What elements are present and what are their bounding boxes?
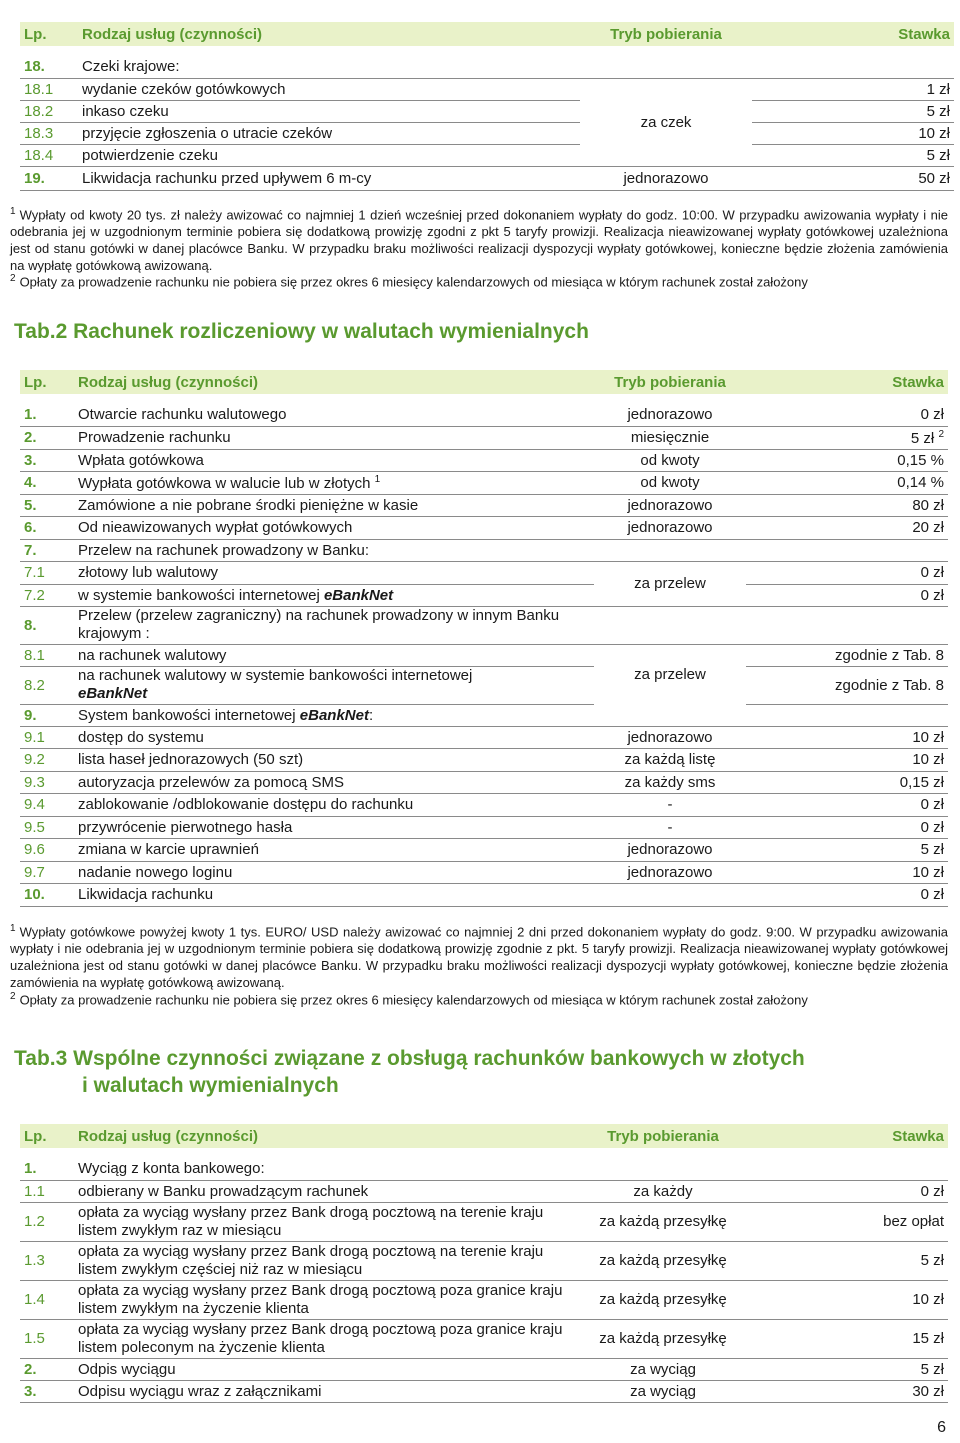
rate-value: 5 zł [910, 429, 935, 447]
row-rate: 0 zł [746, 884, 948, 907]
header-mode: Tryb pobierania [574, 1124, 752, 1148]
row-mode [594, 539, 746, 561]
header-name: Rodzaj usług (czynności) [78, 22, 580, 46]
row-rate: 0 zł [746, 404, 948, 426]
row-rate: 15 zł [752, 1319, 948, 1358]
table-row [20, 1180, 948, 1202]
table-row [20, 166, 954, 190]
row-mode: za każdy [574, 1180, 752, 1202]
table-2 [20, 370, 948, 907]
table-row [20, 794, 948, 817]
table-row [20, 144, 954, 166]
table-row [20, 494, 948, 516]
row-mode [580, 144, 752, 166]
table-row [20, 771, 948, 794]
table-row [20, 816, 948, 839]
row-name: nadanie nowego loginu [74, 861, 594, 884]
row-rate [752, 56, 954, 78]
table-row [20, 666, 948, 704]
row-rate: 10 zł [746, 861, 948, 884]
row-rate [746, 539, 948, 561]
table-header [20, 22, 954, 46]
row-lp: 7.1 [20, 561, 74, 584]
header-lp: Lp. [20, 370, 74, 394]
row-name: Wyciąg z konta bankowego: [74, 1158, 574, 1180]
row-name: opłata za wyciąg wysłany przez Bank drogą pocztową poza granice kraju listem zwykłym na życzenie klienta [74, 1280, 574, 1319]
table-row [20, 726, 948, 749]
row-rate: bez opłat [752, 1202, 948, 1241]
table-row [20, 471, 948, 494]
row-name-text: na rachunek walutowy w systemie bankowości internetowej [78, 667, 473, 684]
row-lp: 10. [20, 884, 74, 907]
header-lp: Lp. [20, 22, 78, 46]
row-lp: 1. [20, 404, 74, 426]
table-2-title: Tab.2 Rachunek rozliczeniowy w walutach wymienialnych [14, 320, 589, 343]
footnote-2 [10, 270, 948, 290]
row-name: Likwidacja rachunku [74, 884, 594, 907]
ebanknet-label: eBankNet [299, 706, 369, 724]
row-rate: 5 zł [752, 1358, 948, 1380]
table-row [20, 1202, 948, 1241]
row-name [74, 666, 594, 704]
header-mode: Tryb pobierania [580, 22, 752, 46]
row-lp: 2. [20, 1358, 74, 1380]
row-rate: 0,15 zł [746, 771, 948, 794]
page-number: 6 [937, 1419, 946, 1436]
row-lp: 9. [20, 704, 74, 726]
table-row [20, 884, 948, 907]
row-rate: 5 zł [746, 839, 948, 862]
row-mode: jednorazowo [594, 861, 746, 884]
row-name: Wpłata gotówkowa [74, 449, 594, 471]
header-rate: Stawka [746, 370, 948, 394]
table-row [20, 56, 954, 78]
table-row [20, 1158, 948, 1180]
row-mode: od kwoty [594, 449, 746, 471]
row-lp: 7.2 [20, 584, 74, 606]
table-header [20, 370, 948, 394]
footnote-2 [10, 988, 948, 1008]
row-name: opłata za wyciąg wysłany przez Bank drogą pocztową na terenie kraju listem zwykłym raz w miesiącu [74, 1202, 574, 1241]
table-row [20, 861, 948, 884]
table-row [20, 100, 954, 122]
row-mode: za czek [640, 113, 692, 131]
row-lp: 1.3 [20, 1241, 74, 1280]
row-name [74, 584, 594, 606]
row-lp: 6. [20, 516, 74, 539]
table-row [20, 1280, 948, 1319]
row-mode: od kwoty [594, 471, 746, 494]
row-mode: - [594, 816, 746, 839]
row-rate: 0,15 % [746, 449, 948, 471]
row-name: Czeki krajowe: [78, 56, 580, 78]
row-name: opłata za wyciąg wysłany przez Bank drogą pocztową na terenie kraju listem zwykłym częściej niż raz w miesiącu [74, 1241, 574, 1280]
row-lp: 18.1 [20, 78, 78, 100]
row-lp: 18.4 [20, 144, 78, 166]
table-3-title [14, 1045, 805, 1099]
row-name: zablokowanie /odblokowanie dostępu do rachunku [74, 794, 594, 817]
row-lp: 1.1 [20, 1180, 74, 1202]
footnote-text: Opłaty za prowadzenie rachunku nie pobiera się przez okres 6 miesięcy kalendarzowych od miesiąca w którym rachunek został założony [19, 274, 808, 290]
row-lp: 3. [20, 449, 74, 471]
table-row [20, 749, 948, 772]
row-mode: za każdą przesyłkę [574, 1319, 752, 1358]
row-mode: jednorazowo [594, 404, 746, 426]
row-name [74, 704, 594, 726]
row-mode: jednorazowo [580, 166, 752, 190]
row-lp: 3. [20, 1380, 74, 1402]
footnote-ref: 1 [374, 473, 381, 485]
row-name: Likwidacja rachunku przed upływem 6 m-cy [78, 166, 580, 190]
ebanknet-label: eBankNet [78, 685, 148, 702]
row-rate: 5 zł [752, 1241, 948, 1280]
table-row [20, 78, 954, 100]
row-lp: 9.2 [20, 749, 74, 772]
row-name: Przelew na rachunek prowadzony w Banku: [74, 539, 594, 561]
row-name: Odpis wyciągu [74, 1358, 574, 1380]
row-mode: jednorazowo [594, 726, 746, 749]
row-name: Przelew (przelew zagraniczny) na rachunek prowadzony w innym Banku krajowym : [74, 606, 594, 644]
row-mode: za każdą listę [594, 749, 746, 772]
row-lp: 18.3 [20, 122, 78, 144]
row-rate: 10 zł [746, 726, 948, 749]
row-name: lista haseł jednorazowych (50 szt) [74, 749, 594, 772]
table-row [20, 1319, 948, 1358]
header-rate: Stawka [752, 1124, 948, 1148]
row-mode: miesięcznie [594, 426, 746, 449]
table-row [20, 1380, 948, 1402]
table-row [20, 426, 948, 449]
row-rate: zgodnie z Tab. 8 [746, 644, 948, 666]
row-name-tail: : [368, 706, 374, 724]
row-rate: 0,14 % [746, 471, 948, 494]
row-rate [746, 606, 948, 644]
row-lp: 9.6 [20, 839, 74, 862]
row-rate: 30 zł [752, 1380, 948, 1402]
table-row [20, 839, 948, 862]
row-lp: 8.1 [20, 644, 74, 666]
table-row [20, 122, 954, 144]
row-lp: 18.2 [20, 100, 78, 122]
row-rate: 0 zł [746, 816, 948, 839]
row-name: wydanie czeków gotówkowych [78, 78, 580, 100]
row-name [74, 471, 594, 494]
row-mode: za każdy sms [594, 771, 746, 794]
footnote-text: Wypłaty gotówkowe powyżej kwoty 1 tys. EURO/ USD należy awizować co najmniej 2 dni przed dokonaniem wypłaty do godz. 9:00. W przypadku awizowania wypłaty i nie odebrania jej w uzgodnionym terminie pobiera się dodatkową prowizję zgodnie z pkt. 5 taryfy prowizji. Realizacja nieawizowanej wypłaty gotówkowej uzależniona jest od stanu gotówki w danej placówce Banku. W przypadku braku możliwości realizacji dyspozycji wypłaty gotówkowej, konieczne będzie złożenia zamówienia na wypłatę gotówkową awizowaną. [10, 924, 948, 991]
row-rate: 0 zł [746, 794, 948, 817]
header-lp: Lp. [20, 1124, 74, 1148]
row-mode: - [594, 794, 746, 817]
table-row [20, 644, 948, 666]
row-mode: za przelew [634, 665, 706, 683]
footnote-text: Opłaty za prowadzenie rachunku nie pobiera się przez okres 6 miesięcy kalendarzowych od miesiąca w którym rachunek został założony [19, 992, 808, 1008]
header-mode: Tryb pobierania [594, 370, 746, 394]
footnote-marker: 2 [10, 991, 16, 1002]
row-mode [594, 884, 746, 907]
row-mode [574, 1158, 752, 1180]
table-row [20, 1358, 948, 1380]
row-rate: 5 zł [752, 100, 954, 122]
row-lp: 19. [20, 166, 78, 190]
row-name: dostęp do systemu [74, 726, 594, 749]
row-name: potwierdzenie czeku [78, 144, 580, 166]
row-mode: jednorazowo [594, 839, 746, 862]
footnote-marker: 2 [10, 273, 16, 284]
footnote-ref: 2 [938, 428, 944, 440]
row-lp: 1.5 [20, 1319, 74, 1358]
header-name: Rodzaj usług (czynności) [74, 370, 594, 394]
row-name: na rachunek walutowy [74, 644, 594, 666]
row-rate: 10 zł [752, 122, 954, 144]
header-rate: Stawka [752, 22, 954, 46]
table-row [20, 561, 948, 584]
row-lp: 9.3 [20, 771, 74, 794]
row-rate: 80 zł [746, 494, 948, 516]
table-row [20, 404, 948, 426]
row-name: Prowadzenie rachunku [74, 426, 594, 449]
header-name: Rodzaj usług (czynności) [74, 1124, 574, 1148]
row-rate: 20 zł [746, 516, 948, 539]
row-mode [580, 56, 752, 78]
footnote-1 [10, 920, 948, 991]
table-1 [20, 22, 954, 191]
row-rate: 5 zł [752, 144, 954, 166]
row-rate [746, 426, 948, 449]
table-row [20, 516, 948, 539]
row-rate: 0 zł [752, 1180, 948, 1202]
row-lp: 9.7 [20, 861, 74, 884]
title-line-2: i walutach wymienialnych [82, 1074, 339, 1097]
row-mode: za wyciąg [574, 1358, 752, 1380]
row-rate: 0 zł [746, 561, 948, 584]
row-mode: za wyciąg [574, 1380, 752, 1402]
row-name-text: System bankowości internetowej [78, 706, 296, 724]
row-name: autoryzacja przelewów za pomocą SMS [74, 771, 594, 794]
row-name: opłata za wyciąg wysłany przez Bank drogą pocztową poza granice kraju listem poleconym na życzenie klienta [74, 1319, 574, 1358]
row-lp: 9.1 [20, 726, 74, 749]
row-name: odbierany w Banku prowadzącym rachunek [74, 1180, 574, 1202]
table-row [20, 539, 948, 561]
row-mode [594, 704, 746, 726]
row-lp: 5. [20, 494, 74, 516]
row-name: Od nieawizowanych wypłat gotówkowych [74, 516, 594, 539]
row-rate [752, 1158, 948, 1180]
row-lp: 9.5 [20, 816, 74, 839]
table-row [20, 449, 948, 471]
row-rate: 50 zł [752, 166, 954, 190]
table-row [20, 1241, 948, 1280]
table-row [20, 584, 948, 606]
title-line-1: Tab.3 Wspólne czynności związane z obsługą rachunków bankowych w złotych [14, 1047, 805, 1070]
row-name: zmiana w karcie uprawnień [74, 839, 594, 862]
row-name: przyjęcie zgłoszenia o utracie czeków [78, 122, 580, 144]
row-mode: za przelew [594, 561, 746, 606]
row-name: złotowy lub walutowy [74, 561, 594, 584]
row-name: inkaso czeku [78, 100, 580, 122]
footnote-marker: 1 [10, 206, 16, 217]
row-rate: 10 zł [752, 1280, 948, 1319]
row-mode: za każdą przesyłkę [574, 1202, 752, 1241]
table-row [20, 704, 948, 726]
footnote-marker: 1 [10, 923, 16, 934]
row-rate: 1 zł [752, 78, 954, 100]
row-rate: 0 zł [746, 584, 948, 606]
table-row [20, 606, 948, 644]
row-rate [746, 704, 948, 726]
row-name-text: w systemie bankowości internetowej [78, 586, 320, 604]
row-lp: 8. [20, 606, 74, 644]
row-mode [580, 78, 752, 100]
row-lp: 7. [20, 539, 74, 561]
table-header [20, 1124, 948, 1148]
row-lp: 1. [20, 1158, 74, 1180]
row-lp: 18. [20, 56, 78, 78]
footnote-text: Wypłaty od kwoty 20 tys. zł należy awizować co najmniej 1 dzień wcześniej przed dokonaniem wypłaty do godz. 10:00. W przypadku awizowania wypłaty i nie odebrania jej w uzgodnionym terminie pobiera się dodatkową prowizję zgodni z pkt 5 taryfy prowizji. Realizacja nieawizowanej wypłaty gotówkowej uzależniona jest od stanu gotówki w danej placówce Banku. W przypadku braku możliwości realizacji dyspozycji wypłaty gotówkowej, konieczne będzie złożenia zamówienia na wypłatę gotówkową awizowaną. [10, 207, 948, 274]
table-3 [20, 1124, 948, 1403]
row-rate: 10 zł [746, 749, 948, 772]
row-name: Otwarcie rachunku walutowego [74, 404, 594, 426]
footnote-1 [10, 203, 948, 274]
row-name: Odpisu wyciągu wraz z załącznikami [74, 1380, 574, 1402]
row-name: Zamówione a nie pobrane środki pieniężne w kasie [74, 494, 594, 516]
row-lp: 2. [20, 426, 74, 449]
row-name-text: Wypłata gotówkowa w walucie lub w złotych [78, 474, 371, 492]
row-mode: za każdą przesyłkę [574, 1241, 752, 1280]
ebanknet-label: eBankNet [323, 586, 394, 604]
row-lp: 9.4 [20, 794, 74, 817]
row-lp: 1.4 [20, 1280, 74, 1319]
row-lp: 1.2 [20, 1202, 74, 1241]
row-mode: jednorazowo [594, 494, 746, 516]
row-mode: za każdą przesyłkę [574, 1280, 752, 1319]
row-rate: zgodnie z Tab. 8 [746, 666, 948, 704]
row-mode: jednorazowo [594, 516, 746, 539]
row-name: przywrócenie pierwotnego hasła [74, 816, 594, 839]
row-lp: 4. [20, 471, 74, 494]
row-mode [594, 606, 746, 644]
row-lp: 8.2 [20, 666, 74, 704]
